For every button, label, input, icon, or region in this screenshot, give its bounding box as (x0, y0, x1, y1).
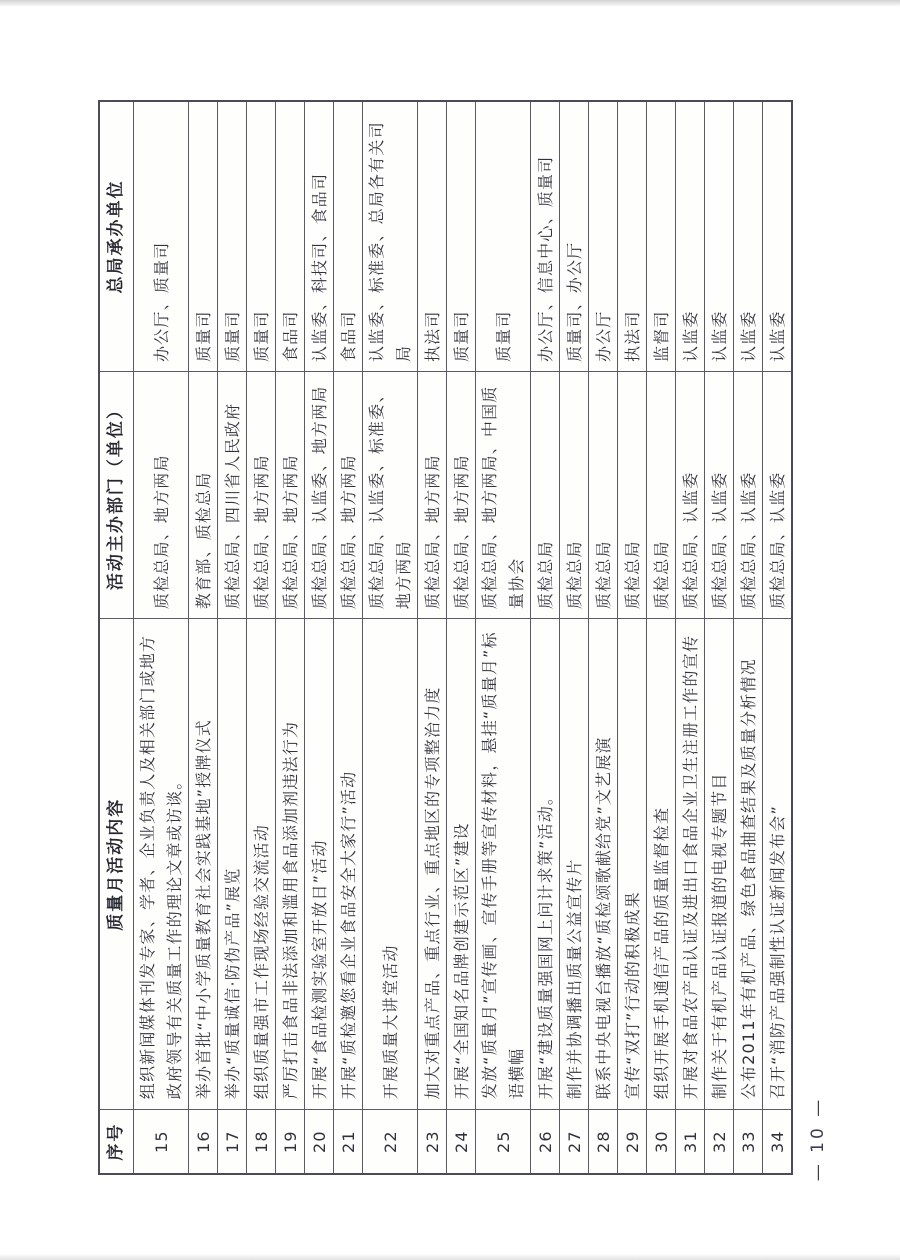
row-undertaker-text: 认监委 (709, 310, 729, 363)
row-organizer-text: 质检总局、地方两局、中国质量协会 (480, 385, 526, 610)
row-serial-number-text: 15 (151, 1130, 171, 1154)
row-organizer-text: 质检总局 (651, 540, 671, 610)
row-undertaker-text: 办公厅、信息中心、质量司 (535, 155, 555, 363)
row-activity-content (531, 618, 559, 1109)
row-undertaker (247, 102, 275, 371)
table-row (763, 102, 791, 1173)
table-row (734, 102, 763, 1173)
row-activity-content-text: 制作并协调播出质量公益宣传片 (564, 858, 584, 1100)
row-organizer-text: 质检总局、地方两局 (422, 454, 442, 610)
scan-shadow-bottom (0, 1254, 900, 1260)
row-organizer (305, 371, 333, 618)
row-undertaker (705, 102, 733, 371)
rotated-table-stage (98, 100, 787, 1175)
row-serial-number (305, 1109, 333, 1173)
table-row (305, 102, 334, 1173)
table-row (531, 102, 560, 1173)
row-serial-number (247, 1109, 275, 1173)
page-number: — 10 — (808, 1096, 828, 1182)
row-organizer-text: 质检总局、认监委 (767, 471, 787, 610)
table-row (476, 102, 531, 1173)
row-undertaker-text: 监督司 (651, 310, 671, 363)
row-activity-content-text: 严厉打击食品非法添加和滥用食品添加剂违法行为 (280, 720, 300, 1100)
row-undertaker-text: 食品司 (338, 310, 358, 363)
row-organizer-text: 质检总局、认监委 (709, 471, 729, 610)
row-organizer (618, 371, 646, 618)
row-organizer (763, 371, 791, 618)
row-serial-number (218, 1109, 246, 1173)
table-row (134, 102, 189, 1173)
row-organizer (476, 371, 530, 618)
header-organizer-label: 活动主办部门（单位） (106, 400, 126, 591)
row-serial-number (676, 1109, 704, 1173)
row-undertaker-text: 质量司 (222, 310, 242, 363)
row-organizer-text: 质检总局、四川省人民政府 (222, 402, 242, 610)
row-organizer (734, 371, 762, 618)
row-organizer-text: 质检总局、认监委 (680, 471, 700, 610)
table-row (189, 102, 218, 1173)
table-row (647, 102, 676, 1173)
row-organizer (218, 371, 246, 618)
row-serial-number (734, 1109, 762, 1173)
row-undertaker (676, 102, 704, 371)
row-organizer (247, 371, 275, 618)
row-organizer (276, 371, 304, 618)
row-undertaker (476, 102, 530, 371)
table-row (618, 102, 647, 1173)
row-undertaker-text: 质量司、办公厅 (564, 241, 584, 363)
row-activity-content-text: 组织新闻媒体刊发专家、学者、企业负责人及相关部门或地方政府领导有关质量工作的理论文章或访谈。 (138, 634, 184, 1100)
row-serial-number (647, 1109, 675, 1173)
table-row (589, 102, 618, 1173)
table-body (134, 102, 791, 1173)
row-activity-content (189, 618, 217, 1109)
row-organizer-text: 质检总局、认监委 (738, 471, 758, 610)
row-organizer-text: 质检总局、地方两局 (338, 454, 358, 610)
table-row (218, 102, 247, 1173)
row-serial-number (418, 1109, 446, 1173)
row-activity-content (705, 618, 733, 1109)
row-serial-number-text: 33 (738, 1130, 758, 1154)
row-activity-content (560, 618, 588, 1109)
row-serial-number (531, 1109, 559, 1173)
row-organizer-text: 质检总局 (564, 540, 584, 610)
row-serial-number (589, 1109, 617, 1173)
quality-month-activity-table (98, 100, 793, 1175)
row-serial-number (447, 1109, 475, 1173)
row-serial-number-text: 26 (535, 1130, 555, 1154)
row-activity-content-text: 联系中央电视台播放“质检颂歌献给党”文艺展演 (593, 736, 613, 1100)
header-serial-number-label: 序号 (106, 1122, 126, 1161)
row-serial-number-text: 21 (338, 1130, 358, 1154)
row-organizer-text: 质检总局、地方两局 (151, 454, 171, 610)
row-undertaker (618, 102, 646, 371)
row-undertaker (418, 102, 446, 371)
row-activity-content (276, 618, 304, 1109)
table-header-row (100, 102, 134, 1173)
row-activity-content (418, 618, 446, 1109)
row-activity-content (447, 618, 475, 1109)
row-undertaker (189, 102, 217, 371)
row-serial-number-text: 34 (767, 1130, 787, 1154)
row-undertaker-text: 食品司 (280, 310, 300, 363)
row-activity-content (305, 618, 333, 1109)
row-organizer-text: 质检总局 (535, 540, 555, 610)
row-activity-content-text: 开展“建设质量强国网上问计求策”活动。 (535, 787, 555, 1100)
row-activity-content (134, 618, 188, 1109)
row-undertaker (589, 102, 617, 371)
row-undertaker (334, 102, 362, 371)
row-serial-number-text: 32 (709, 1130, 729, 1154)
row-organizer-text: 教育部、质检总局 (193, 471, 213, 610)
row-serial-number (476, 1109, 530, 1173)
row-serial-number-text: 17 (222, 1130, 242, 1154)
row-undertaker-text: 认监委 (738, 310, 758, 363)
row-undertaker (363, 102, 417, 371)
row-serial-number-text: 28 (593, 1130, 613, 1154)
header-undertaker-label: 总局承办单位 (106, 179, 126, 294)
row-activity-content-text: 组织质量强市工作现场经验交流活动 (251, 824, 271, 1100)
row-undertaker-text: 认监委、科技司、食品司 (309, 172, 329, 363)
row-organizer-text: 质检总局、地方两局 (451, 454, 471, 610)
row-activity-content (589, 618, 617, 1109)
row-organizer (560, 371, 588, 618)
row-activity-content (647, 618, 675, 1109)
row-organizer-text: 质检总局、认监委、地方两局 (309, 385, 329, 610)
row-organizer (705, 371, 733, 618)
row-undertaker-text: 执法司 (422, 310, 442, 363)
row-serial-number-text: 30 (651, 1130, 671, 1154)
row-activity-content-text: 开展质量大讲堂活动 (380, 944, 400, 1100)
row-serial-number-text: 20 (309, 1130, 329, 1154)
row-undertaker-text: 办公厅、质量司 (151, 241, 171, 363)
row-undertaker (218, 102, 246, 371)
row-activity-content-text: 开展对食品农产品认证及进出口食品企业卫生注册工作的宣传 (680, 634, 700, 1100)
row-organizer-text: 质检总局 (593, 540, 613, 610)
table-row (334, 102, 363, 1173)
row-organizer (589, 371, 617, 618)
row-serial-number-text: 31 (680, 1130, 700, 1154)
row-organizer-text: 质检总局 (622, 540, 642, 610)
row-serial-number-text: 16 (193, 1130, 213, 1154)
row-organizer-text: 质检总局、认监委、标准委、地方两局 (367, 385, 413, 610)
row-activity-content (763, 618, 791, 1109)
row-serial-number-text: 29 (622, 1130, 642, 1154)
row-undertaker-text: 质量司 (251, 310, 271, 363)
row-serial-number-text: 25 (493, 1130, 513, 1154)
header-activity-content-label: 质量月活动内容 (106, 797, 126, 931)
table-row (247, 102, 276, 1173)
table-row (676, 102, 705, 1173)
row-serial-number-text: 19 (280, 1130, 300, 1154)
row-undertaker (276, 102, 304, 371)
row-organizer (676, 371, 704, 618)
row-activity-content (334, 618, 362, 1109)
row-undertaker (447, 102, 475, 371)
row-serial-number (363, 1109, 417, 1173)
table-row (447, 102, 476, 1173)
row-activity-content (676, 618, 704, 1109)
row-serial-number-text: 18 (251, 1130, 271, 1154)
row-activity-content (218, 618, 246, 1109)
row-undertaker (763, 102, 791, 371)
scan-shadow-top (0, 0, 900, 7)
row-serial-number (763, 1109, 791, 1173)
row-serial-number (134, 1109, 188, 1173)
row-activity-content-text: 宣传“双打”行动的积极成果 (622, 891, 642, 1100)
row-undertaker-text: 认监委 (767, 310, 787, 363)
row-activity-content-text: 加大对重点产品、重点行业、重点地区的专项整治力度 (422, 686, 442, 1100)
header-activity-content (100, 618, 133, 1109)
row-activity-content-text: 开展“质检邀您看企业食品安全大家行”活动 (338, 770, 358, 1100)
row-serial-number (560, 1109, 588, 1173)
row-undertaker (560, 102, 588, 371)
row-undertaker-text: 质量司 (451, 310, 471, 363)
row-activity-content-text: 制作关于有机产品认证报道的电视专题节目 (709, 772, 729, 1100)
row-activity-content (618, 618, 646, 1109)
row-serial-number (189, 1109, 217, 1173)
row-serial-number-text: 23 (422, 1130, 442, 1154)
row-activity-content-text: 发放“质量月”宣传画、宣传手册等宣传材料，悬挂“质量月”标语横幅 (480, 631, 526, 1100)
row-organizer (334, 371, 362, 618)
row-undertaker (734, 102, 762, 371)
table-row (418, 102, 447, 1173)
row-serial-number (276, 1109, 304, 1173)
row-undertaker (531, 102, 559, 371)
row-activity-content (247, 618, 275, 1109)
row-undertaker-text: 质量司 (493, 310, 513, 363)
row-activity-content (476, 618, 530, 1109)
row-organizer-text: 质检总局、地方两局 (280, 454, 300, 610)
header-serial-number (100, 1109, 133, 1173)
row-undertaker-text: 执法司 (622, 310, 642, 363)
row-organizer (647, 371, 675, 618)
row-organizer (418, 371, 446, 618)
row-organizer (531, 371, 559, 618)
row-serial-number (334, 1109, 362, 1173)
row-serial-number (705, 1109, 733, 1173)
header-organizer (100, 371, 133, 618)
table-row (363, 102, 418, 1173)
row-organizer (134, 371, 188, 618)
row-organizer (447, 371, 475, 618)
row-activity-content-text: 组织开展手机通信产品的质量监督检查 (651, 806, 671, 1100)
row-undertaker (647, 102, 675, 371)
row-activity-content-text: 举办首批“中小学质量教育社会实践基地”授牌仪式 (193, 719, 213, 1100)
row-serial-number-text: 22 (380, 1130, 400, 1154)
table-row (276, 102, 305, 1173)
row-serial-number-text: 27 (564, 1130, 584, 1154)
row-activity-content-text: 开展“食品检测实验室开放日”活动 (309, 839, 329, 1100)
row-activity-content-text: 举办“质量诚信·防伪产品”展览 (222, 867, 242, 1100)
row-undertaker-text: 质量司 (193, 310, 213, 363)
row-serial-number (618, 1109, 646, 1173)
row-undertaker (134, 102, 188, 371)
row-activity-content (734, 618, 762, 1109)
row-activity-content-text: 召开“消防产品强制性认证新闻发布会” (767, 805, 787, 1100)
row-organizer-text: 质检总局、地方两局 (251, 454, 271, 610)
row-undertaker-text: 认监委、标准委、总局各有关司局 (367, 121, 413, 363)
table-row (705, 102, 734, 1173)
row-organizer (189, 371, 217, 618)
table-row (560, 102, 589, 1173)
row-activity-content (363, 618, 417, 1109)
row-undertaker-text: 认监委 (680, 310, 700, 363)
row-activity-content-text: 公布2011年有机产品、绿色食品抽查结果及质量分析情况 (738, 658, 758, 1100)
row-undertaker (305, 102, 333, 371)
row-undertaker-text: 办公厅 (593, 310, 613, 363)
row-serial-number-text: 24 (451, 1130, 471, 1154)
header-undertaker (100, 102, 133, 371)
row-activity-content-text: 开展“全国知名品牌创建示范区”建设 (451, 822, 471, 1100)
row-organizer (363, 371, 417, 618)
